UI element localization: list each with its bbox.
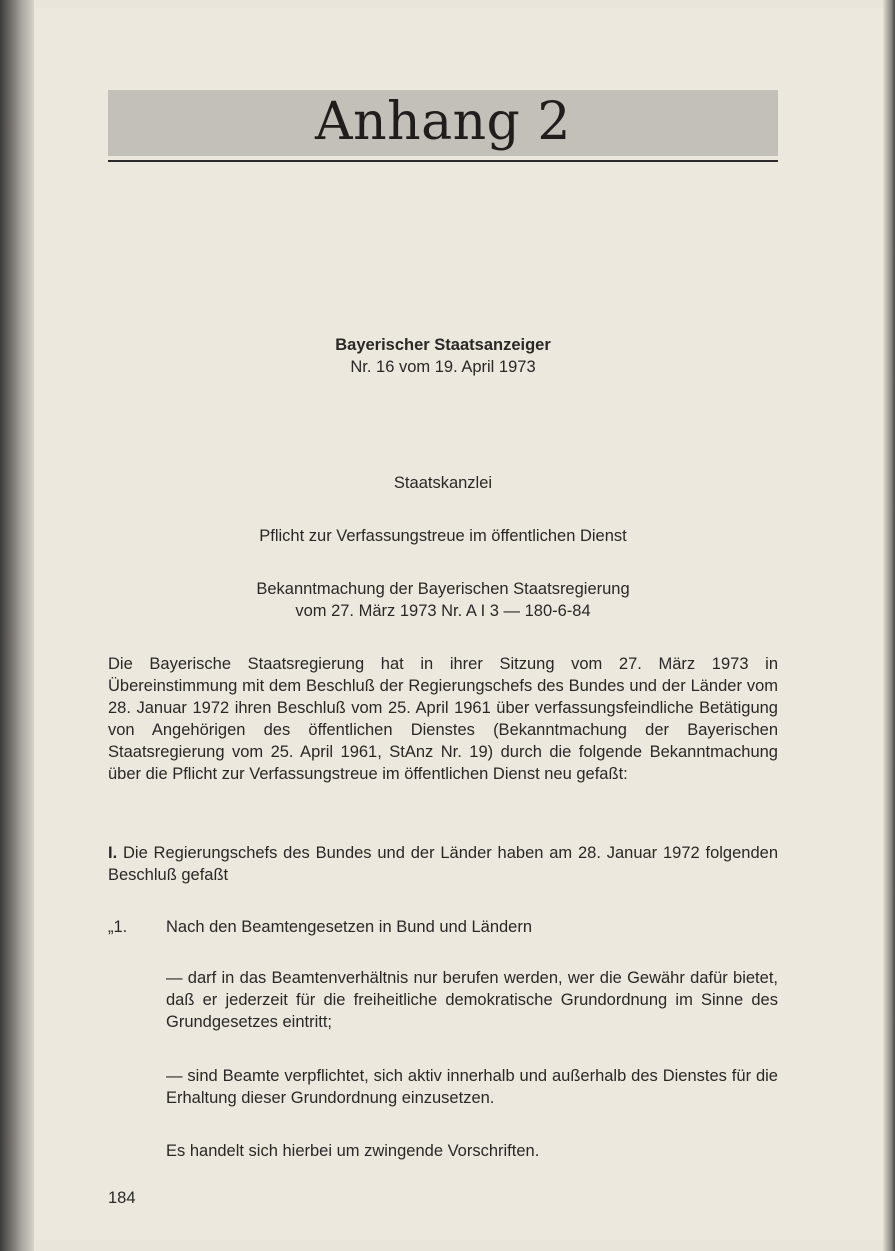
agency-name: Staatskanzlei (393, 474, 493, 492)
intro-paragraph-text: Die Bayerische Staatsregierung hat in ihrer Sitzung vom 27. März 1973 in Übereinstimmung mit dem Beschluß der Regierungschefs des Bundes und der Länder vom 28. Januar 1972 ihren Beschluß vom 25. April 1961 über verfassungsfeindliche Betätigung von Angehörigen des öffentlichen Dienstes (Bekanntmachung der Bayerischen Staatsregierung vom 25. April 1961, StAnz Nr. 19) durch die folgende Bekanntmachung über die Pflicht zur Verfassungstreue im öffentlichen Dienst neu gefaßt: (108, 655, 778, 783)
announcement-line-1: Bekanntmachung der Bayerischen Staatsregierung (256, 580, 630, 598)
item-1-text: Nach den Beamtengesetzen in Bund und Ländern (166, 918, 533, 936)
binding-edge (0, 0, 34, 1251)
section-1-marker: I. (108, 844, 118, 862)
section-1 (108, 842, 778, 886)
publication-issue: Nr. 16 vom 19. April 1973 (350, 358, 536, 376)
header-rule (108, 160, 778, 162)
dash-item-1-text: — darf in das Beamtenverhältnis nur berufen werden, wer die Gewähr dafür bietet, daß er jederzeit für die freiheitliche demokratische Grundordnung im Sinne des Grundgesetzes eintritt; (166, 969, 778, 1031)
item-1-marker: „1. (108, 918, 128, 936)
page-number: 184 (108, 1189, 136, 1207)
page-sheet (34, 8, 883, 1240)
subject-heading: Pflicht zur Verfassungstreue im öffentlichen Dienst (259, 527, 627, 545)
closing-sentence: Es handelt sich hierbei um zwingende Vorschriften. (166, 1142, 540, 1160)
dash-item-2-text: — sind Beamte verpflichtet, sich aktiv innerhalb und außerhalb des Dienstes für die Erhaltung dieser Grundordnung einzusetzen. (166, 1067, 778, 1107)
section-1-text: Die Regierungschefs des Bundes und der Länder haben am 28. Januar 1972 folgenden Beschluß gefaßt (108, 844, 778, 884)
publication-name: Bayerischer Staatsanzeiger (335, 336, 551, 354)
dash-item-1 (166, 967, 778, 1033)
announcement-line-2: vom 27. März 1973 Nr. A I 3 — 180-6-84 (295, 602, 591, 620)
page-title: Anhang 2 (315, 92, 571, 152)
dash-item-2 (166, 1065, 778, 1109)
page-edge (883, 0, 895, 1251)
intro-paragraph (108, 653, 778, 785)
